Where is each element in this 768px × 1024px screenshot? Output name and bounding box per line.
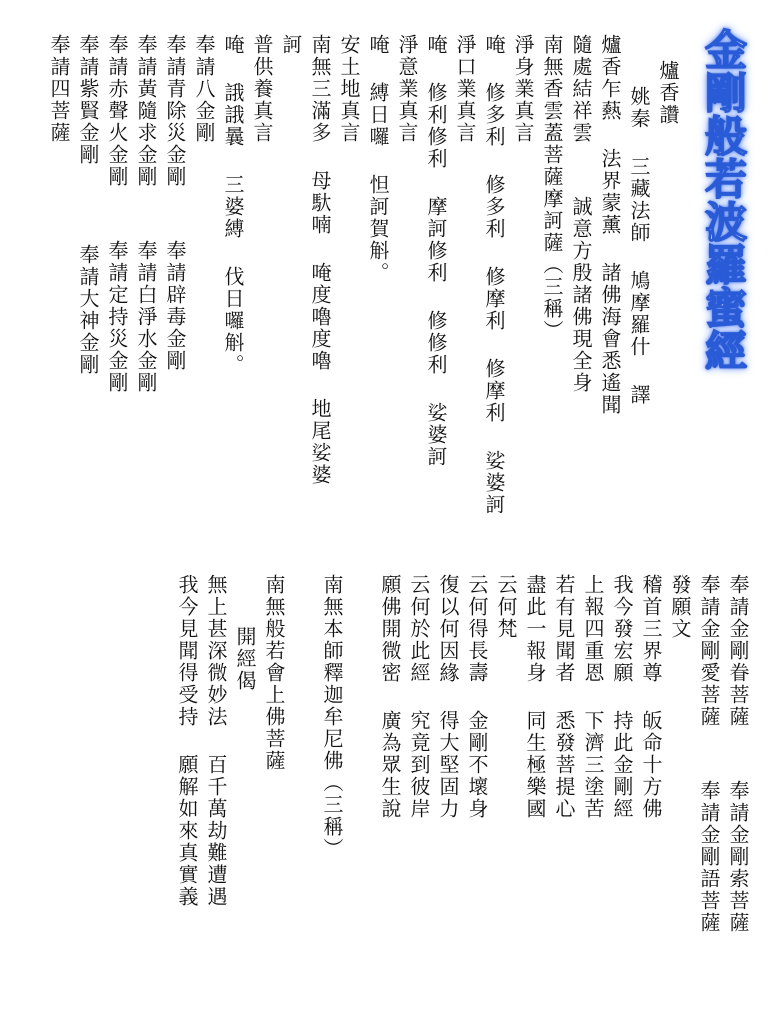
text-column: 唵 縛日囉 怛訶賀斛。 bbox=[366, 34, 390, 284]
text-column: 唵 誐誐曩 三婆縛 伐日囉斛。 bbox=[221, 34, 245, 376]
text-column: 奉請八金剛 bbox=[192, 34, 216, 144]
text-column: 奉請青除災金剛 奉請辟毒金剛 bbox=[163, 34, 187, 372]
text-column: 盡此一報身 同生極樂國 bbox=[523, 574, 547, 820]
text-column: 淨口業真言 bbox=[453, 34, 477, 144]
text-column: 云何得長壽 金剛不壞身 bbox=[465, 574, 489, 820]
text-column: 奉請紫賢金剛 奉請大神金剛 bbox=[76, 34, 100, 376]
text-column: 奉請金剛愛菩薩 奉請金剛語菩薩 bbox=[697, 574, 721, 934]
text-column: 我今見聞得受持 願解如來真實義 bbox=[175, 574, 199, 908]
text-column: 奉請赤聲火金剛 奉請定持災金剛 bbox=[105, 34, 129, 394]
text-column bbox=[288, 574, 317, 994]
text-column: 奉請金剛眷菩薩 奉請金剛索菩薩 bbox=[726, 574, 750, 934]
text-column: 南無香雲蓋菩薩摩訶薩︵三稱︶ bbox=[540, 34, 564, 342]
text-column: 若有見聞者 悉發菩提心 bbox=[552, 574, 576, 820]
text-column: 南無本師釋迦牟尼佛︵三稱︶ bbox=[320, 574, 344, 860]
top-text-block bbox=[44, 34, 682, 514]
text-column: 復以何因緣 得大堅固力 bbox=[436, 574, 460, 820]
text-column: 願佛開微密 廣為眾生說 bbox=[378, 574, 402, 820]
text-column: 唵 修利修利 摩訶修利 修修利 娑婆訶 bbox=[424, 34, 448, 468]
text-column: 淨意業真言 bbox=[395, 34, 419, 144]
text-column: 爐香讚 bbox=[656, 34, 680, 126]
text-column: 稽首三界尊 皈命十方佛 bbox=[639, 574, 663, 820]
text-column: 云何於此經 究竟到彼岸 bbox=[407, 574, 431, 820]
text-column: 安土地真言 bbox=[337, 34, 361, 144]
text-column: 奉請黃隨求金剛 奉請白淨水金剛 bbox=[134, 34, 158, 394]
text-column: 唵 修多利 修多利 修摩利 修摩利 娑婆訶 bbox=[482, 34, 506, 516]
bottom-text-block bbox=[172, 574, 752, 994]
text-column: 爐香乍爇 法界蒙薰 諸佛海會悉遙聞 bbox=[598, 34, 622, 416]
text-column: 開經偈 bbox=[233, 574, 257, 692]
text-column bbox=[346, 574, 375, 994]
text-column: 無上甚深微妙法 百千萬劫難遭遇 bbox=[204, 574, 228, 908]
text-column: 上報四重恩 下濟三塗苦 bbox=[581, 574, 605, 820]
text-column: 訶 bbox=[279, 34, 303, 56]
text-column: 淨身業真言 bbox=[511, 34, 535, 144]
sutra-title: 金剛般若波羅蜜經 bbox=[699, 28, 748, 372]
text-column: 我今發宏願 持此金剛經 bbox=[610, 574, 634, 820]
text-column: 云何梵 bbox=[494, 574, 518, 640]
text-column: 隨處結祥雲 誠意方殷諸佛現全身 bbox=[569, 34, 593, 394]
text-column: 南無般若會上佛菩薩 bbox=[262, 574, 286, 772]
text-column: 南無三滿多 母馱喃 唵度嚕度嚕 地尾娑婆 bbox=[308, 34, 332, 486]
text-column: 發願文 bbox=[668, 574, 692, 640]
text-column: 普供養真言 bbox=[250, 34, 274, 144]
text-column: 姚秦 三藏法師 鳩摩羅什 譯 bbox=[627, 34, 651, 406]
text-column: 奉請四菩薩 bbox=[47, 34, 71, 144]
